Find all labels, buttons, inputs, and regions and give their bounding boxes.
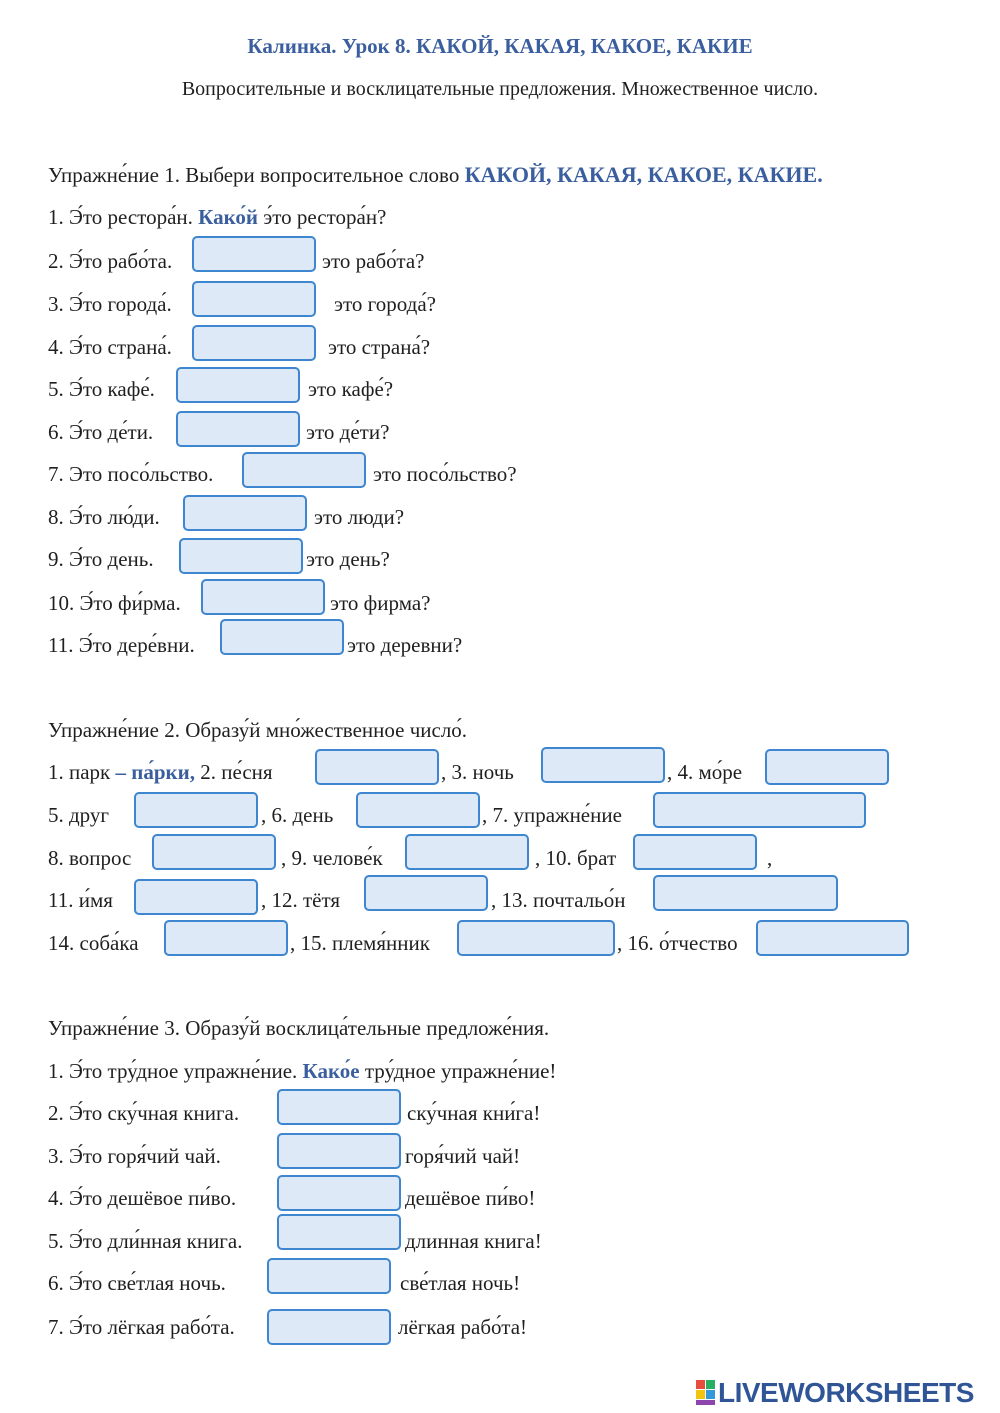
ex1-item-5-text: 5. Э́то кафе́. [48, 377, 155, 401]
ex3-item-7-text: 7. Э́то лёгкая рабо́та. [48, 1315, 235, 1339]
ex1-item-7-text: 7. Это посо́льство. [48, 462, 214, 486]
ex2-answer-input-9[interactable] [405, 834, 529, 870]
exercise1-heading: Упражне́ние 1. Выбери вопросительное слово КАКОЙ, КАКАЯ, КАКОЕ, КАКИЕ. [48, 162, 823, 187]
ex1-answer-input-6[interactable] [176, 411, 300, 447]
ex2-row4-text-b: , 12. тётя [261, 888, 341, 912]
ex3-answer-input-4[interactable] [277, 1175, 401, 1211]
ex2-row1-text-d: , 4. мо́ре [667, 760, 743, 784]
liveworksheets-logo [696, 1377, 996, 1411]
exercise3-heading: Упражне́ние 3. Образу́й восклица́тельные предложе́ния. [48, 1016, 550, 1040]
ex3-item-5-after: длинная книга! [405, 1229, 542, 1253]
ex1-item-3-after: это города́? [334, 292, 436, 316]
exercise3-example: 1. Э́то тру́дное упражне́ние. Како́е тру́дное упражне́ние! [48, 1059, 557, 1083]
ex2-row1-text-c: , 3. ночь [441, 760, 514, 784]
ex1-item-9-text: 9. Э́то день. [48, 547, 154, 571]
ex2-answer-input-13[interactable] [653, 875, 838, 911]
ex2-row3-text-a: 8. вопрос [48, 846, 132, 870]
ex2-answer-input-5[interactable] [134, 792, 258, 828]
ex3-answer-input-3[interactable] [277, 1133, 401, 1169]
ex1-item-8-text: 8. Э́то лю́ди. [48, 505, 160, 529]
ex1-answer-input-4[interactable] [192, 325, 316, 361]
ex1-item-10-text: 10. Э́то фи́рма. [48, 591, 181, 615]
ex1-item-3-text: 3. Э́то города́. [48, 292, 172, 316]
logo-square-green [706, 1380, 715, 1389]
ex3-item-6-text: 6. Э́то све́тлая ночь. [48, 1271, 226, 1295]
exercise1-example: 1. Э́то рестора́н. Како́й э́то рестора́н? [48, 205, 387, 229]
ex1-answer-input-10[interactable] [201, 579, 325, 615]
worksheet-title: Калинка. Урок 8. КАКОЙ, КАКАЯ, КАКОЕ, КАКИЕ [247, 34, 753, 58]
ex2-row4-text-a: 11. и́мя [48, 888, 113, 912]
ex3-item-6-after: све́тлая ночь! [400, 1271, 521, 1295]
ex3-item-2-after: ску́чная кни́га! [407, 1101, 541, 1125]
ex1-item-2-after: это рабо́та? [322, 249, 425, 273]
ex3-answer-input-2[interactable] [277, 1089, 401, 1125]
logo-square-blue [706, 1390, 715, 1399]
ex3-item-3-text: 3. Э́то горя́чий чай. [48, 1144, 221, 1168]
ex2-row3-text-b: , 9. челове́к [281, 846, 383, 870]
ex1-item-10-after: это фирма? [330, 591, 431, 615]
ex1-item-6-text: 6. Э́то де́ти. [48, 420, 154, 444]
ex2-answer-input-11[interactable] [134, 879, 258, 915]
ex1-answer-input-9[interactable] [179, 538, 303, 574]
ex3-item-5-text: 5. Э́то дли́нная книга. [48, 1229, 243, 1253]
ex2-answer-input-10[interactable] [633, 834, 757, 870]
ex3-item-4-after: дешёвое пи́во! [405, 1186, 536, 1210]
ex3-answer-input-7[interactable] [267, 1309, 391, 1345]
ex2-row5-text-b: , 15. племя́нник [290, 931, 430, 955]
ex2-answer-input-4[interactable] [765, 749, 889, 785]
ex2-answer-input-2[interactable] [315, 749, 439, 785]
ex2-answer-input-6[interactable] [356, 792, 480, 828]
ex2-row3-text-d: , [767, 846, 773, 870]
ex1-item-5-after: это кафе́? [308, 377, 394, 401]
logo-bar [696, 1400, 715, 1405]
ex1-item-4-after: это страна́? [328, 335, 431, 359]
ex1-answer-input-5[interactable] [176, 367, 300, 403]
ex2-answer-input-14[interactable] [164, 920, 288, 956]
ex2-row5-text-a: 14. соба́ка [48, 931, 139, 955]
ex2-row2-text-c: , 7. упражне́ние [482, 803, 622, 827]
ex3-item-4-text: 4. Э́то дешёвое пи́во. [48, 1186, 237, 1210]
ex1-item-7-after: это посо́льство? [373, 462, 517, 486]
ex2-answer-input-15[interactable] [457, 920, 615, 956]
ex3-answer-input-6[interactable] [267, 1258, 391, 1294]
ex1-item-4-text: 4. Э́то страна́. [48, 335, 172, 359]
worksheet-subtitle: Вопросительные и восклицательные предложения. Множественное число. [181, 78, 819, 100]
ex1-answer-input-8[interactable] [183, 495, 307, 531]
ex2-answer-input-3[interactable] [541, 747, 665, 783]
ex1-answer-input-2[interactable] [192, 236, 316, 272]
exercise2-heading: Упражне́ние 2. Образу́й мно́жественное число́. [48, 718, 468, 742]
ex1-item-11-text: 11. Э́то дере́вни. [48, 633, 195, 657]
ex1-item-2-text: 2. Э́то рабо́та. [48, 249, 173, 273]
ex3-item-7-after: лёгкая рабо́та! [398, 1315, 528, 1339]
ex2-row4-text-c: , 13. почтальо́н [491, 888, 626, 912]
ex2-row2-text-a: 5. друг [48, 803, 110, 827]
ex2-row2-text-b: , 6. день [261, 803, 334, 827]
ex1-answer-input-7[interactable] [242, 452, 366, 488]
ex2-row3-text-c: , 10. брат [535, 846, 617, 870]
ex3-item-3-after: горя́чий чай! [405, 1144, 521, 1168]
ex1-item-8-after: это люди? [314, 505, 405, 529]
ex2-answer-input-7[interactable] [653, 792, 866, 828]
ex3-answer-input-5[interactable] [277, 1214, 401, 1250]
ex2-row5-text-c: , 16. о́тчество [617, 931, 738, 955]
logo-text: LIVEWORKSHEETS [718, 1377, 974, 1408]
ex2-row1-text-a: 1. парк – па́рки, 2. пе́сня [48, 760, 273, 784]
ex1-answer-input-3[interactable] [192, 281, 316, 317]
ex1-item-11-after: это деревни? [347, 633, 463, 657]
ex3-item-2-text: 2. Э́то ску́чная книга. [48, 1101, 240, 1125]
ex1-item-6-after: это де́ти? [306, 420, 390, 444]
logo-square-yellow [696, 1390, 705, 1399]
ex1-answer-input-11[interactable] [220, 619, 344, 655]
ex1-item-9-after: это день? [306, 547, 390, 571]
ex2-answer-input-8[interactable] [152, 834, 276, 870]
ex2-answer-input-16[interactable] [756, 920, 909, 956]
logo-square-red [696, 1380, 705, 1389]
ex2-answer-input-12[interactable] [364, 875, 488, 911]
